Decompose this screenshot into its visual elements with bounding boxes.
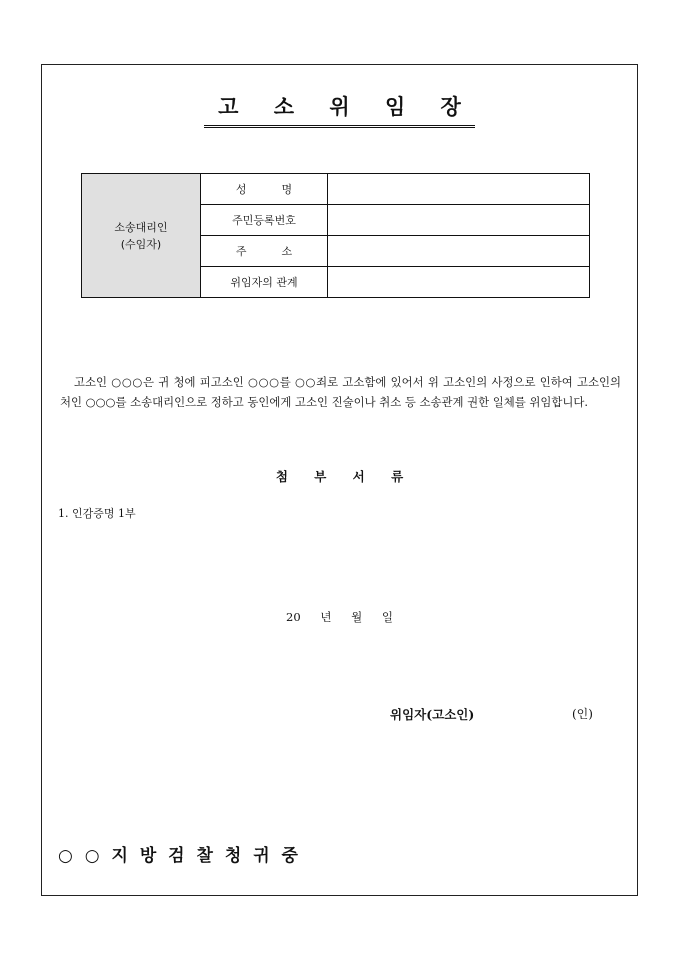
field-label-text: 주민등록번호 [232,214,296,227]
signer-label: 위임자(고소인) [390,707,475,722]
field-label-resident-number [201,205,328,236]
agent-header-cell [82,174,201,298]
field-label-text: 성 명 [235,183,293,196]
date-line: 20 년 월 일 [286,610,393,624]
field-value-relationship[interactable] [328,267,590,298]
attachment-item: 1. 인감증명 1부 [58,507,136,520]
field-label-relationship [201,267,328,298]
document-title-block [42,91,637,128]
field-label-address [201,236,328,267]
delegation-body-text: 고소인 ○○○은 귀 청에 피고소인 ○○○를 ○○죄로 고소함에 있어서 위 고소인의 사정으로 인하여 고소인의 처인 ○○○를 소송대리인으로 정하고 동인에게 고소인 진술이나 취소 등 소송관계 권한 일체를 위임합니다. [60,375,621,410]
field-value-name[interactable] [328,174,590,205]
field-value-resident-number[interactable] [328,205,590,236]
document-title: 고 소 위 임 장 [204,91,475,128]
field-label-text: 주 소 [235,245,293,258]
attachments-title: 첨 부 서 류 [275,469,404,484]
agent-header-line2: (수임자) [120,237,162,251]
field-label-text: 위임자의 관계 [230,276,298,289]
agent-header-line1: 소송대리인 [114,220,168,234]
table-row [82,174,590,205]
addressee: ○ ○ 지 방 검 찰 청 귀 중 [58,846,301,866]
field-label-name [201,174,328,205]
field-value-address[interactable] [328,236,590,267]
document-page [41,64,638,896]
agent-info-table [81,173,590,298]
seal-mark: (인) [572,707,593,721]
